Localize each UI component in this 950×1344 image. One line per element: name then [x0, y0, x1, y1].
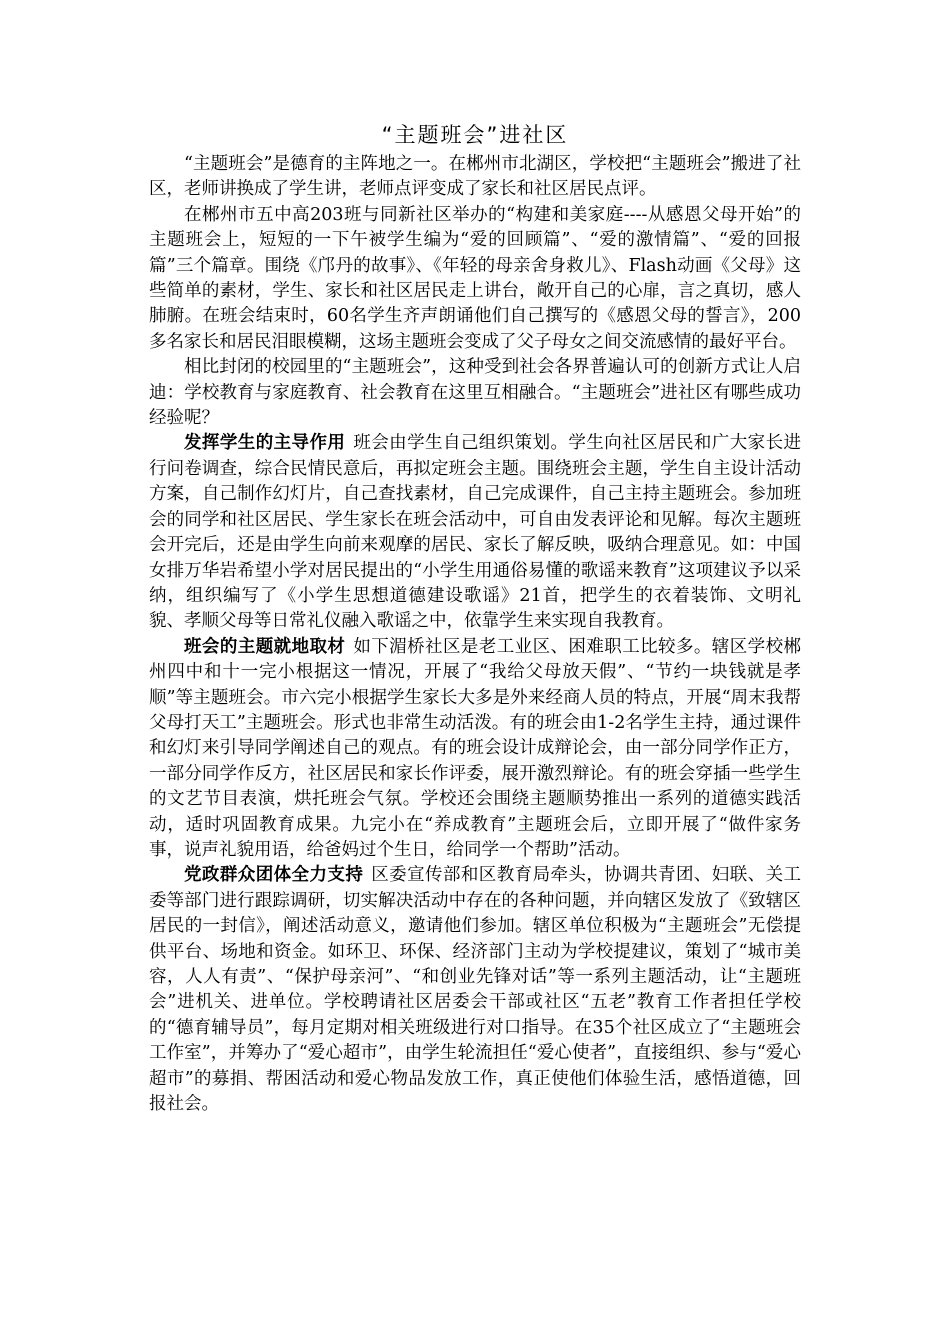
paragraph-intro [149, 152, 801, 203]
paragraph-text: 班会由学生自己组织策划。学生向社区居民和广大家长进行问卷调查，综合民情民意后，再拟定班会主题。围绕班会主题，学生自主设计活动方案，自己制作幻灯片，自己查找素材，自己完成课件，自己主持主题班会。参加班会的同学和社区居民、学生家长在班会活动中，可自由发表评论和见解。每次主题班会开完后，还是由学生向前来观摩的居民、家长了解反映，吸纳合理意见。如：中国女排万华岩希望小学对居民提出的“小学生用通俗易懂的歌谣来教育”这项建议予以采纳，组织编写了《小学生思想道德建设歌谣》21首，把学生的衣着装饰、文明礼貌、孝顺父母等日常礼仪融入歌谣之中，依靠学生来实现自我教育。 [149, 433, 802, 632]
document-page [149, 118, 801, 1117]
paragraph-question [149, 355, 801, 431]
paragraph-text: “主题班会”是德育的主阵地之一。在郴州市北湖区，学校把“主题班会”搬进了社区，老师讲换成了学生讲，老师点评变成了家长和社区居民点评。 [149, 154, 801, 200]
section-heading: 发挥学生的主导作用 [184, 433, 346, 454]
paragraph-text: 区委宣传部和区教育局牵头，协调共青团、妇联、关工委等部门进行跟踪调研，切实解决活动中存在的各种问题，并向辖区发放了《致辖区居民的一封信》，阐述活动意义，邀请他们参加。辖区单位积极为“主题班会”无偿提供平台、场地和资金。如环卫、环保、经济部门主动为学校提建议，策划了“城市美容，人人有责”、“保护母亲河”、“和创业先锋对话”等一系列主题活动，让“主题班会”进机关、进单位。学校聘请社区居委会干部或社区“五老”教育工作者担任学校的“德育辅导员”，每月定期对相关班级进行对口指导。在35个社区成立了“主题班会工作室”，并筹办了“爱心超市”，由学生轮流担任“爱心使者”，直接组织、参与“爱心超市”的募捐、帮困活动和爱心物品发放工作，真正使他们体验生活，感悟道德，回报社会。 [149, 865, 802, 1115]
section-heading: 班会的主题就地取材 [184, 636, 346, 657]
paragraph-text: 在郴州市五中高203班与同新社区举办的“构建和美家庭----从感恩父母开始”的主题班会上，短短的一下午被学生编为“爱的回顾篇”、“爱的激情篇”、“爱的回报篇”三个篇章。围绕《邝丹的故事》、《年轻的母亲舍身救儿》、Flash动画《父母》这些简单的素材，学生、家长和社区居民走上讲台，敞开自己的心扉，言之真切，感人肺腑。在班会结束时，60名学生齐声朗诵他们自己撰写的《感恩父母的誓言》，200多名家长和居民泪眼模糊，这场主题班会变成了父子母女之间交流感情的最好平台。 [149, 204, 801, 352]
paragraph-text: 如下湄桥社区是老工业区、困难职工比较多。辖区学校郴州四中和十一完小根据这一情况，开展了“我给父母放天假”、“节约一块钱就是孝顺”等主题班会。市六完小根据学生家长大多是外来经商人员的特点，开展“周末我帮父母打天工”主题班会。形式也非常生动活泼。有的班会由1-2名学生主持，通过课件和幻灯来引导同学阐述自己的观点。有的班会设计成辩论会，由一部分同学作正方，一部分同学作反方，社区居民和家长作评委，展开激烈辩论。有的班会穿插一些学生的文艺节目表演，烘托班会气氛。学校还会围绕主题顺势推出一系列的道德实践活动，适时巩固教育成果。九完小在“养成教育”主题班会后，立即开展了“做件家务事，说声礼貌用语，给爸妈过个生日，给同学一个帮助”活动。 [149, 636, 802, 860]
document-title: “主题班会”进社区 [381, 123, 569, 147]
paragraph-text: 相比封闭的校园里的“主题班会”，这种受到社会各界普遍认可的创新方式让人启迪：学校教育与家庭教育、社会教育在这里互相融合。“主题班会”进社区有哪些成功经验呢？ [149, 357, 801, 429]
paragraph-support [149, 863, 801, 1117]
section-heading: 党政群众团体全力支持 [184, 865, 364, 886]
paragraph-student-role [149, 431, 801, 634]
paragraph-local-themes [149, 635, 801, 864]
paragraph-event [149, 203, 801, 355]
